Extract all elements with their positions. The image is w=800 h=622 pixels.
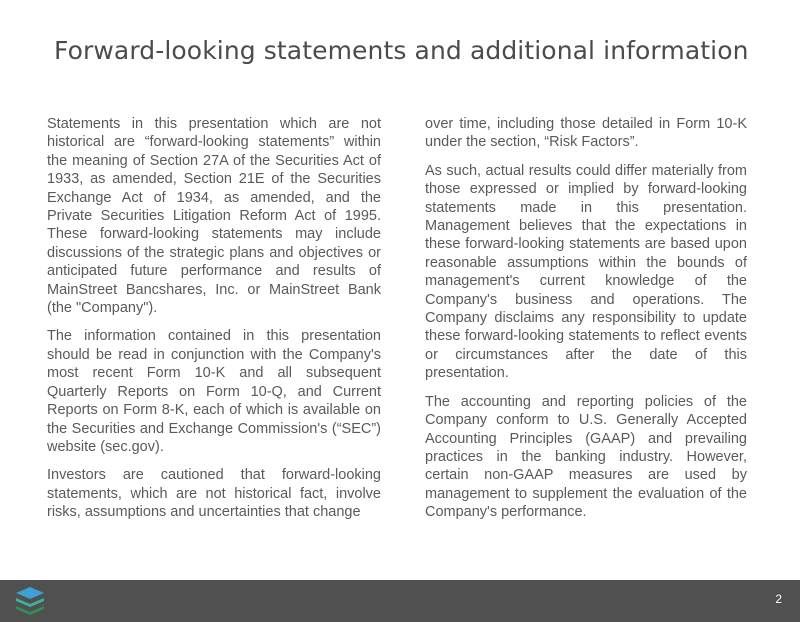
page-number: 2 xyxy=(775,592,782,606)
paragraph: Statements in this presentation which are not historical are “forward-looking statements” within the meaning of Section 27A of the Securities Act of 1933, as amended, Section 21E of the Securities Exchange Act of 1934, as amended, and the Private Securities Litigation Reform Act of 1995. These forward-looking statements may include discussions of the strategic plans and objectives or anticipated future performance and results of MainStreet Bancshares, Inc. or MainStreet Bank (the "Company"). xyxy=(47,116,381,317)
paragraph: over time, including those detailed in Form 10-K under the section, “Risk Factors”. xyxy=(425,116,747,151)
page-title: Forward-looking statements and additional information xyxy=(54,36,749,65)
stacked-layers-icon xyxy=(14,585,46,619)
footer-bar xyxy=(0,580,800,622)
paragraph: As such, actual results could differ materially from those expressed or implied by forward-looking statements made in this presentation. Management believes that the expectations in these forward-looking statements are based upon reasonable assumptions within the bounds of management's current knowledge of the Company's business and operations. The Company disclaims any responsibility to update these forward-looking statements to reflect events or circumstances after the date of this presentation. xyxy=(425,162,747,382)
paragraph: Investors are cautioned that forward-looking statements, which are not historical fact, involve risks, assumptions and uncertainties that change xyxy=(47,467,381,521)
left-column xyxy=(47,115,381,532)
paragraph: The accounting and reporting policies of the Company conform to U.S. Generally Accepted Accounting Principles (GAAP) and prevailing practices in the banking industry. However, certain non-GAAP measures are used by management to supplement the evaluation of the Company's performance. xyxy=(425,393,747,521)
paragraph: The information contained in this presentation should be read in conjunction with the Company's most recent Form 10-K and all subsequent Quarterly Reports on Form 10-Q, and Current Reports on Form 8-K, each of which is available on the Securities and Exchange Commission's (“SEC”) website (sec.gov). xyxy=(47,328,381,455)
right-column xyxy=(425,115,747,532)
